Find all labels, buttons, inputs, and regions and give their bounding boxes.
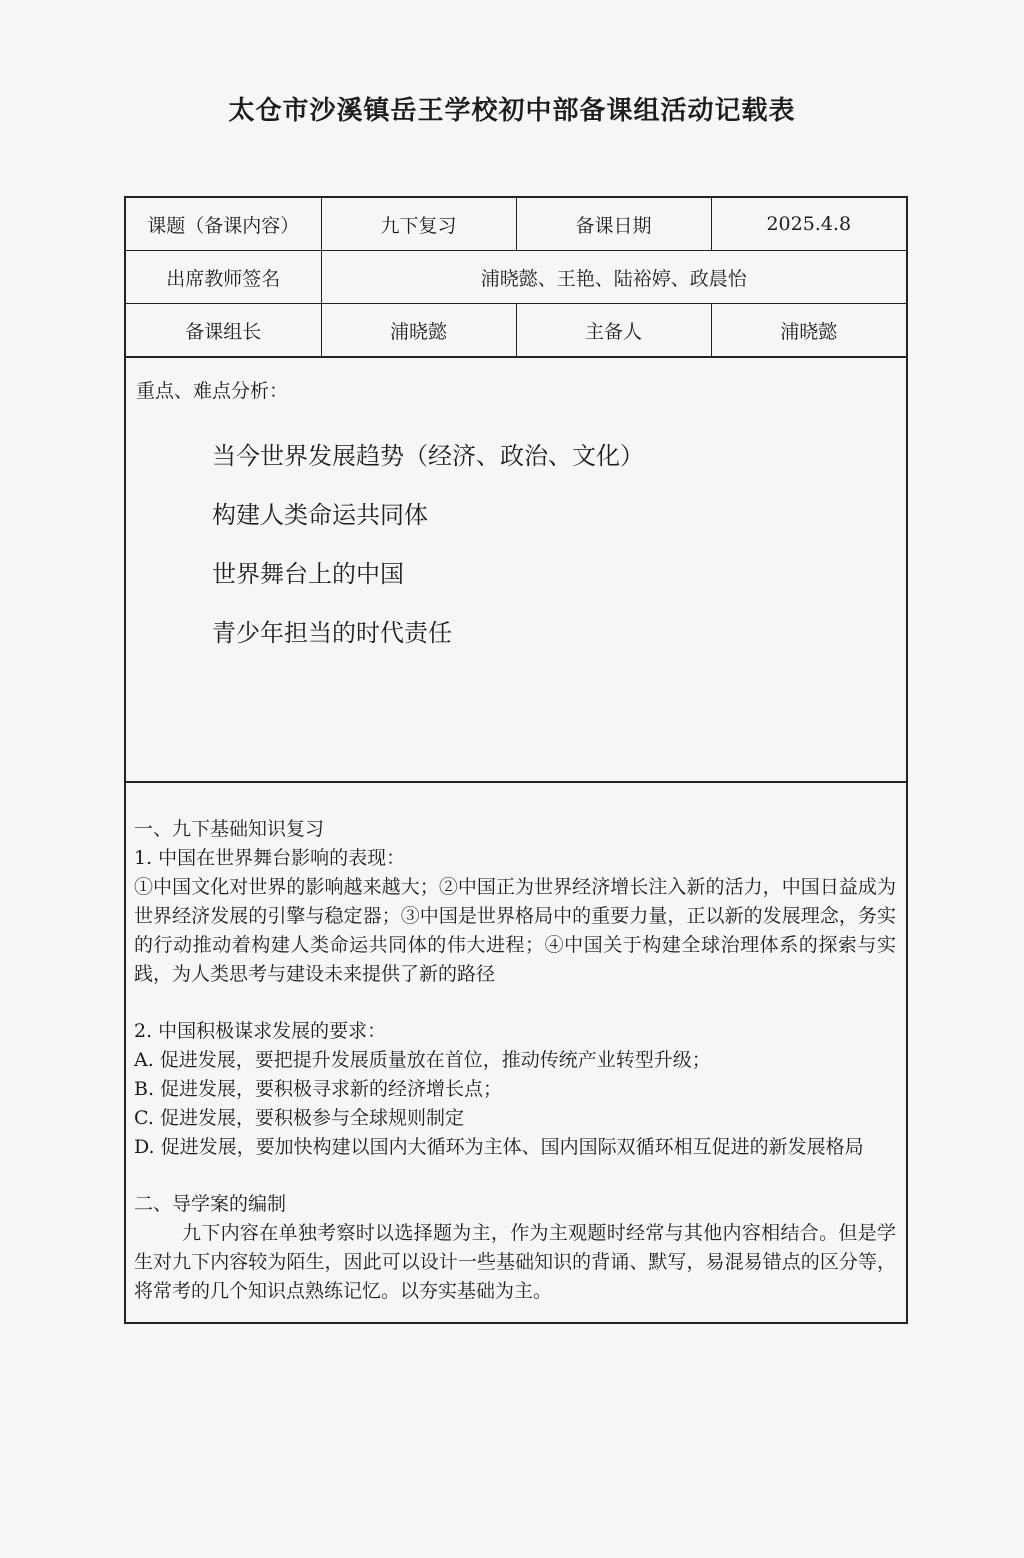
analysis-item: 世界舞台上的中国	[212, 560, 404, 588]
analysis-item: 构建人类命运共同体	[212, 501, 428, 529]
item1-title: 1. 中国在世界舞台影响的表现：	[134, 847, 406, 869]
analysis-item: 当今世界发展趋势（经济、政治、文化）	[212, 442, 644, 470]
attendees-value: 浦晓懿、王艳、陆裕婷、政晨怡	[321, 251, 906, 304]
attendees-label: 出席教师签名	[126, 251, 321, 304]
date-label: 备课日期	[516, 198, 711, 251]
date-value: 2025.4.8	[711, 198, 906, 251]
section2-body: 九下内容在单独考察时以选择题为主，作为主观题时经常与其他内容相结合。但是学生对九下内容较为陌生，因此可以设计一些基础知识的背诵、默写，易混易错点的区分等，将常考的几个知识点熟练记忆。以夯实基础为主。	[134, 1222, 896, 1302]
item2-option-c: C. 促进发展，要积极参与全球规则制定	[134, 1107, 464, 1129]
topic-value: 九下复习	[321, 198, 516, 251]
topic-label: 课题（备课内容）	[126, 198, 321, 251]
item2-title: 2. 中国积极谋求发展的要求：	[134, 1020, 387, 1042]
item1-body: ①中国文化对世界的影响越来越大；②中国正为世界经济增长注入新的活力，中国日益成为世界经济发展的引擎与稳定器；③中国是世界格局中的重要力量，正以新的发展理念，务实的行动推动着构建人类命运共同体的伟大进程；④中国关于构建全球治理体系的探索与实践，为人类思考与建设未来提供了新的路径	[134, 876, 896, 985]
item2-option-b: B. 促进发展，要积极寻求新的经济增长点；	[134, 1078, 503, 1100]
notes-section	[126, 781, 906, 1322]
section1-title: 一、九下基础知识复习	[134, 818, 325, 840]
record-form	[124, 196, 908, 1324]
analysis-list	[212, 436, 644, 672]
preparer-value: 浦晓懿	[711, 304, 906, 357]
analysis-section	[126, 357, 906, 781]
header-table	[126, 198, 906, 357]
leader-label: 备课组长	[126, 304, 321, 357]
analysis-item: 青少年担当的时代责任	[212, 619, 452, 647]
leader-value: 浦晓懿	[321, 304, 516, 357]
item2-option-a: A. 促进发展，要把提升发展质量放在首位，推动传统产业转型升级；	[134, 1049, 711, 1071]
analysis-label: 重点、难点分析：	[136, 380, 289, 402]
item2-option-d: D. 促进发展，要加快构建以国内大循环为主体、国内国际双循环相互促进的新发展格局	[134, 1136, 864, 1158]
page-title: 太仓市沙溪镇岳王学校初中部备课组活动记载表	[228, 96, 796, 126]
preparer-label: 主备人	[516, 304, 711, 357]
section2-title: 二、导学案的编制	[134, 1193, 287, 1215]
